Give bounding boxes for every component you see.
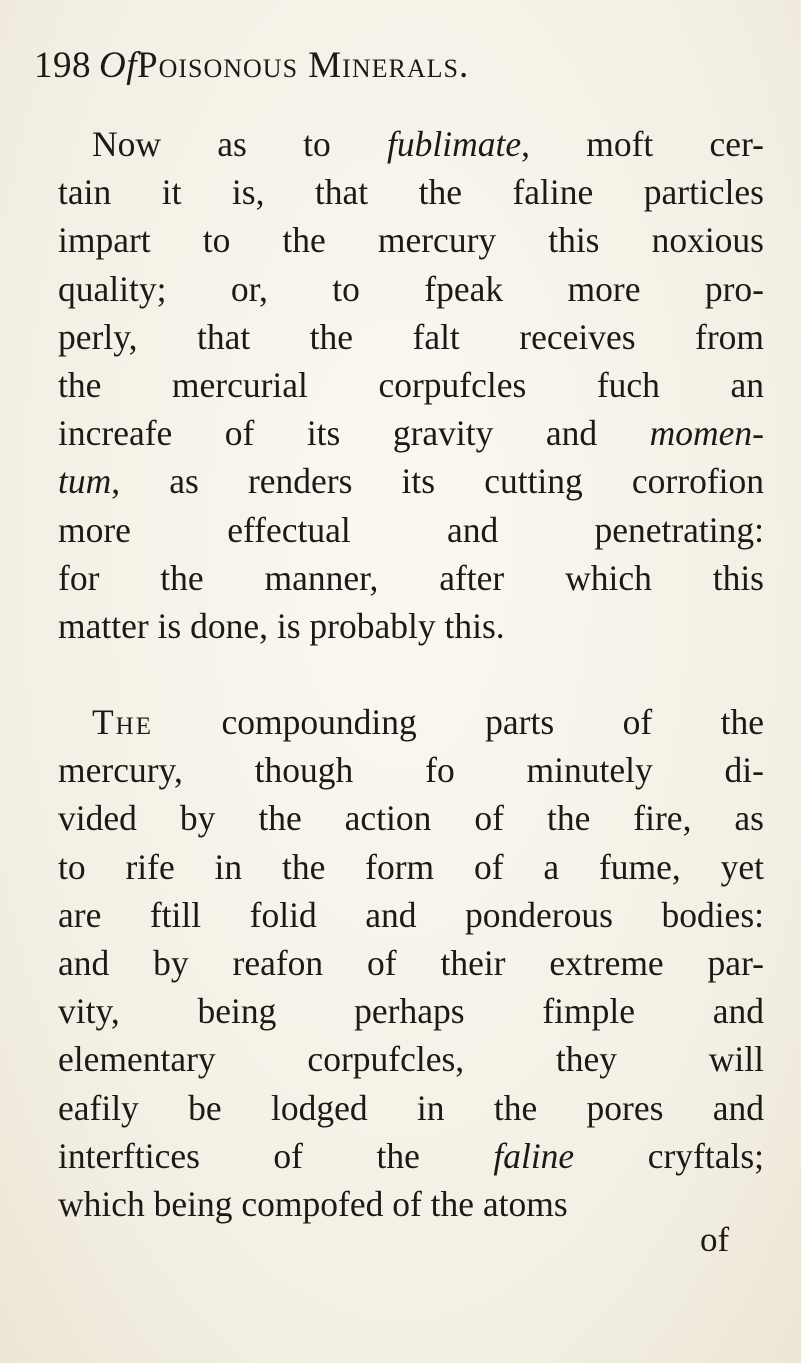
text-line [58,602,764,650]
text-segment: , moft cer- [521,124,764,164]
italic-term: tum [58,461,112,502]
text-line [58,794,764,842]
text-line [58,265,764,313]
text-line [58,361,764,409]
text-segment: vity, being perhaps fimple and [58,991,764,1032]
text-line [58,168,764,216]
text-line [58,1035,764,1083]
text-line [58,409,764,457]
text-segment: for the manner, after which this [58,557,764,598]
text-line [58,216,764,264]
text-line [58,1084,764,1132]
italic-term: fublimate [387,124,522,164]
text-line [58,554,764,602]
text-line [58,120,764,168]
text-segment: which being compofed of the atoms [58,1183,568,1224]
text-segment: increafe of its gravity and [58,413,650,454]
text-segment: to rife in the form of a fume, yet [58,846,764,887]
text-segment: elementary corpufcles, they will [58,1039,764,1080]
text-segment: cryftals; [574,1135,765,1176]
header-of: Of [99,45,137,86]
text-segment: impart to the mercury this noxious [58,220,764,261]
header-title: Poisonous Minerals. [137,45,470,86]
text-segment: are ftill folid and ponderous bodies: [58,894,764,935]
text-line [58,939,764,987]
text-segment: eafily be lodged in the pores and [58,1087,764,1128]
text-line [58,843,764,891]
text-line [58,313,764,361]
text-segment: matter is done, is probably this. [58,605,505,646]
running-header [34,44,774,87]
text-line [58,457,764,505]
text-segment: quality; or, to fpeak more pro- [58,268,764,309]
small-caps-word: The [92,702,154,743]
text-line [58,506,764,554]
italic-term: faline [493,1135,575,1176]
text-segment: Now as to [92,124,387,164]
text-segment: perly, that the falt receives from [58,316,764,357]
text-line [58,891,764,939]
paragraph [58,120,764,650]
paragraph [58,698,764,1228]
text-segment: the mercurial corpufcles fuch an [58,364,764,405]
text-segment: , as renders its cutting corrofion [111,461,764,502]
body-text [58,120,764,1228]
text-line [58,987,764,1035]
text-segment: and by reafon of their extreme par- [58,943,764,983]
page-number: 198 [34,45,91,86]
text-segment: mercury, though fo minutely di- [58,750,764,791]
text-segment: compounding parts of the [153,702,764,743]
text-line [58,746,764,794]
catchword: of [700,1220,730,1259]
italic-term: momen- [649,413,764,454]
text-segment: interftices of the [58,1135,494,1176]
text-segment: tain it is, that the faline particles [58,172,764,213]
text-segment: more effectual and penetrating: [58,509,764,550]
text-line [58,1132,764,1180]
text-line [58,698,764,746]
text-segment: vided by the action of the fire, as [58,798,764,839]
text-line [58,1180,764,1228]
